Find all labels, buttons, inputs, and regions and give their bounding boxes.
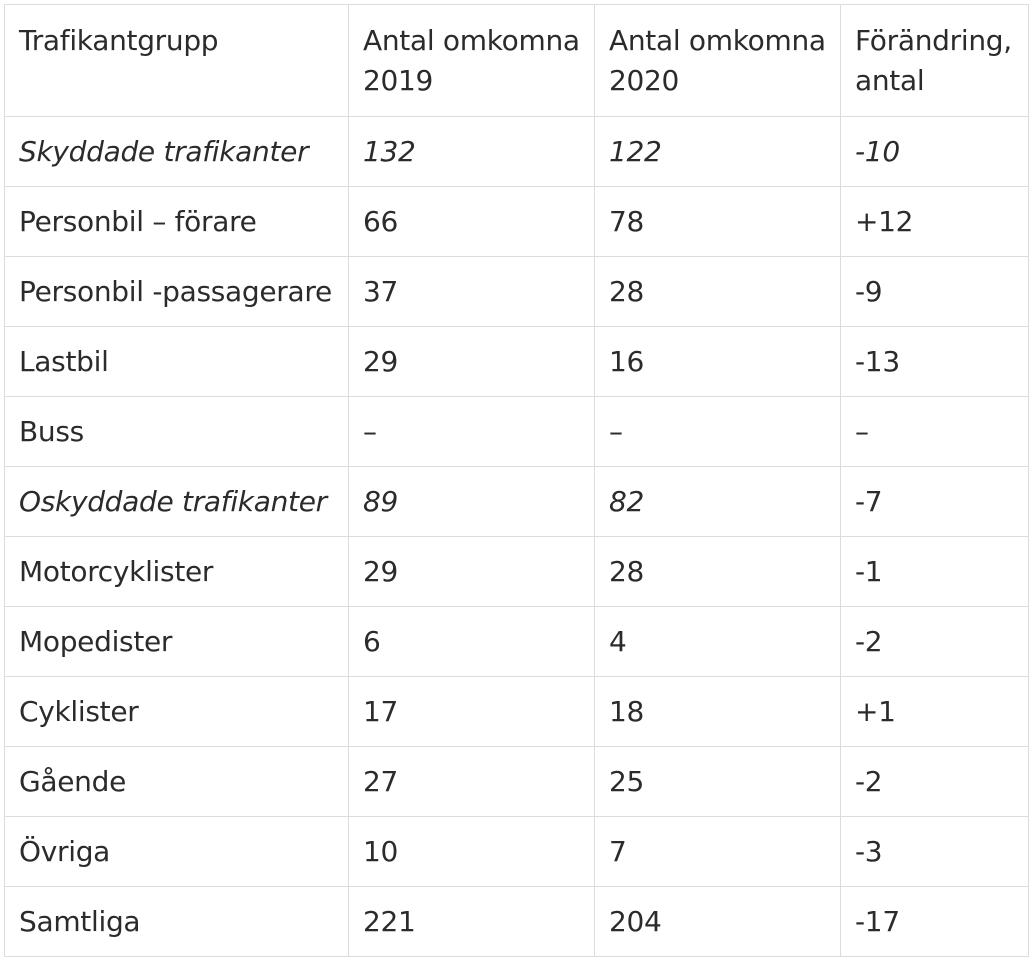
table-row	[5, 887, 1029, 957]
cell-group: Samtliga	[5, 887, 349, 957]
cell-change: -3	[841, 817, 1029, 887]
cell-group: Buss	[5, 397, 349, 467]
table-body	[5, 117, 1029, 957]
cell-2019: 89	[349, 467, 595, 537]
header-forandring: Förändring, antal	[841, 5, 1029, 117]
cell-2020: 78	[595, 187, 841, 257]
cell-group: Skyddade trafikanter	[5, 117, 349, 187]
cell-2019: 29	[349, 327, 595, 397]
table-row	[5, 117, 1029, 187]
cell-2020: 82	[595, 467, 841, 537]
cell-change: -7	[841, 467, 1029, 537]
cell-2020: 122	[595, 117, 841, 187]
cell-group: Motorcyklister	[5, 537, 349, 607]
cell-2020: 18	[595, 677, 841, 747]
table-row	[5, 327, 1029, 397]
cell-group: Personbil – förare	[5, 187, 349, 257]
cell-2020: 25	[595, 747, 841, 817]
table-row	[5, 187, 1029, 257]
cell-change: -13	[841, 327, 1029, 397]
header-trafikantgrupp: Trafikantgrupp	[5, 5, 349, 117]
table-row	[5, 747, 1029, 817]
cell-group: Oskyddade trafikanter	[5, 467, 349, 537]
cell-2020: 4	[595, 607, 841, 677]
cell-group: Lastbil	[5, 327, 349, 397]
cell-change: +1	[841, 677, 1029, 747]
cell-2019: 6	[349, 607, 595, 677]
cell-change: -1	[841, 537, 1029, 607]
cell-2020: –	[595, 397, 841, 467]
table-header	[5, 5, 1029, 117]
cell-2019: 37	[349, 257, 595, 327]
table-row	[5, 607, 1029, 677]
cell-2020: 7	[595, 817, 841, 887]
cell-2019: 221	[349, 887, 595, 957]
cell-2019: 17	[349, 677, 595, 747]
cell-2020: 16	[595, 327, 841, 397]
cell-change: +12	[841, 187, 1029, 257]
cell-group: Mopedister	[5, 607, 349, 677]
cell-change: -2	[841, 607, 1029, 677]
cell-change: -17	[841, 887, 1029, 957]
cell-2020: 28	[595, 257, 841, 327]
cell-2019: 29	[349, 537, 595, 607]
cell-change: -10	[841, 117, 1029, 187]
table-row	[5, 467, 1029, 537]
cell-group: Övriga	[5, 817, 349, 887]
header-omkomna-2019: Antal omkomna 2019	[349, 5, 595, 117]
cell-2019: 10	[349, 817, 595, 887]
header-row	[5, 5, 1029, 117]
header-omkomna-2020: Antal omkomna 2020	[595, 5, 841, 117]
table-row	[5, 257, 1029, 327]
cell-2019: 132	[349, 117, 595, 187]
cell-2019: 27	[349, 747, 595, 817]
cell-group: Gående	[5, 747, 349, 817]
cell-change: –	[841, 397, 1029, 467]
cell-group: Cyklister	[5, 677, 349, 747]
cell-2020: 28	[595, 537, 841, 607]
cell-2019: 66	[349, 187, 595, 257]
cell-change: -2	[841, 747, 1029, 817]
table-row	[5, 397, 1029, 467]
table-row	[5, 537, 1029, 607]
table-row	[5, 817, 1029, 887]
cell-group: Personbil -passagerare	[5, 257, 349, 327]
cell-2020: 204	[595, 887, 841, 957]
cell-change: -9	[841, 257, 1029, 327]
table-row	[5, 677, 1029, 747]
traffic-fatalities-table	[4, 4, 1029, 957]
cell-2019: –	[349, 397, 595, 467]
